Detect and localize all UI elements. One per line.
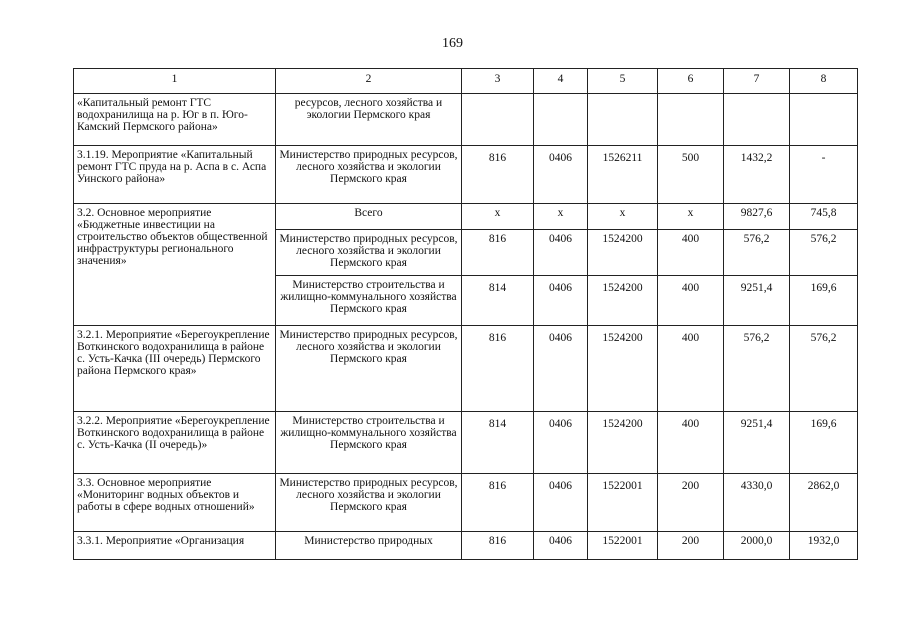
measure-name: «Капитальный ремонт ГТС водохранилища на р. Юг в п. Юго-Камский Пермского района» [74, 94, 276, 146]
measure-name: 3.2.1. Мероприятие «Берегоукрепление Воткинского водохранилища в районе с. Усть-Качка (III очередь) Пермского района Пермского края» [74, 326, 276, 412]
budget-table [73, 68, 858, 560]
target-article-code: 1522001 [588, 532, 658, 560]
administrator: Министерство природных ресурсов, лесного хозяйства и экологии Пермского края [276, 326, 462, 412]
section-code [534, 94, 588, 146]
expense-type-code: 400 [658, 412, 724, 474]
grbs-code: х [462, 204, 534, 230]
table-row [74, 204, 858, 230]
section-code: 0406 [534, 532, 588, 560]
column-number: 8 [790, 69, 858, 94]
table-row [74, 146, 858, 204]
amount-col8: 169,6 [790, 412, 858, 474]
column-number: 7 [724, 69, 790, 94]
grbs-code: 816 [462, 146, 534, 204]
expense-type-code: 400 [658, 230, 724, 276]
expense-type-code: 200 [658, 532, 724, 560]
target-article-code: 1526211 [588, 146, 658, 204]
grbs-code [462, 94, 534, 146]
amount-col8: - [790, 146, 858, 204]
administrator: Министерство строительства и жилищно-коммунального хозяйства Пермского края [276, 276, 462, 326]
section-code: 0406 [534, 474, 588, 532]
expense-type-code: х [658, 204, 724, 230]
administrator: Министерство строительства и жилищно-коммунального хозяйства Пермского края [276, 412, 462, 474]
column-number: 5 [588, 69, 658, 94]
table-row [74, 474, 858, 532]
column-number: 2 [276, 69, 462, 94]
amount-col8: 576,2 [790, 326, 858, 412]
grbs-code: 816 [462, 532, 534, 560]
column-number: 6 [658, 69, 724, 94]
expense-type-code: 400 [658, 326, 724, 412]
amount-col7: 9251,4 [724, 276, 790, 326]
amount-col7: 9827,6 [724, 204, 790, 230]
expense-type-code: 200 [658, 474, 724, 532]
amount-col7: 576,2 [724, 230, 790, 276]
amount-col7: 9251,4 [724, 412, 790, 474]
expense-type-code [658, 94, 724, 146]
target-article-code: 1524200 [588, 326, 658, 412]
measure-name: 3.2.2. Мероприятие «Берегоукрепление Воткинского водохранилища в районе с. Усть-Качка (II очередь)» [74, 412, 276, 474]
section-code: 0406 [534, 230, 588, 276]
table-row [74, 326, 858, 412]
section-code: 0406 [534, 326, 588, 412]
section-code: 0406 [534, 146, 588, 204]
grbs-code: 816 [462, 230, 534, 276]
administrator: Всего [276, 204, 462, 230]
amount-col8: 745,8 [790, 204, 858, 230]
measure-name: 3.1.19. Мероприятие «Капитальный ремонт ГТС пруда на р. Аспа в с. Аспа Уинского района» [74, 146, 276, 204]
amount-col7: 1432,2 [724, 146, 790, 204]
page-number: 169 [442, 36, 463, 51]
table-row [74, 412, 858, 474]
column-number: 1 [74, 69, 276, 94]
measure-name: 3.3.1. Мероприятие «Организация [74, 532, 276, 560]
grbs-code: 816 [462, 474, 534, 532]
amount-col8: 2862,0 [790, 474, 858, 532]
amount-col7: 2000,0 [724, 532, 790, 560]
target-article-code [588, 94, 658, 146]
section-code: х [534, 204, 588, 230]
section-code: 0406 [534, 412, 588, 474]
expense-type-code: 500 [658, 146, 724, 204]
amount-col7 [724, 94, 790, 146]
amount-col8 [790, 94, 858, 146]
target-article-code: 1522001 [588, 474, 658, 532]
target-article-code: 1524200 [588, 230, 658, 276]
amount-col7: 4330,0 [724, 474, 790, 532]
measure-name: 3.3. Основное мероприятие «Мониторинг водных объектов и работы в сфере водных отношений» [74, 474, 276, 532]
amount-col8: 1932,0 [790, 532, 858, 560]
table-row [74, 532, 858, 560]
target-article-code: 1524200 [588, 412, 658, 474]
amount-col8: 169,6 [790, 276, 858, 326]
amount-col8: 576,2 [790, 230, 858, 276]
table-row [74, 94, 858, 146]
column-number: 4 [534, 69, 588, 94]
grbs-code: 814 [462, 412, 534, 474]
administrator: Министерство природных [276, 532, 462, 560]
measure-name: 3.2. Основное мероприятие «Бюджетные инвестиции на строительство объектов общественной инфраструктуры регионального значения» [74, 204, 276, 326]
grbs-code: 816 [462, 326, 534, 412]
grbs-code: 814 [462, 276, 534, 326]
administrator: Министерство природных ресурсов, лесного хозяйства и экологии Пермского края [276, 230, 462, 276]
target-article-code: 1524200 [588, 276, 658, 326]
expense-type-code: 400 [658, 276, 724, 326]
administrator: Министерство природных ресурсов, лесного хозяйства и экологии Пермского края [276, 474, 462, 532]
section-code: 0406 [534, 276, 588, 326]
administrator: ресурсов, лесного хозяйства и экологии Пермского края [276, 94, 462, 146]
column-number: 3 [462, 69, 534, 94]
administrator: Министерство природных ресурсов, лесного хозяйства и экологии Пермского края [276, 146, 462, 204]
amount-col7: 576,2 [724, 326, 790, 412]
target-article-code: х [588, 204, 658, 230]
column-number-row [74, 69, 858, 94]
